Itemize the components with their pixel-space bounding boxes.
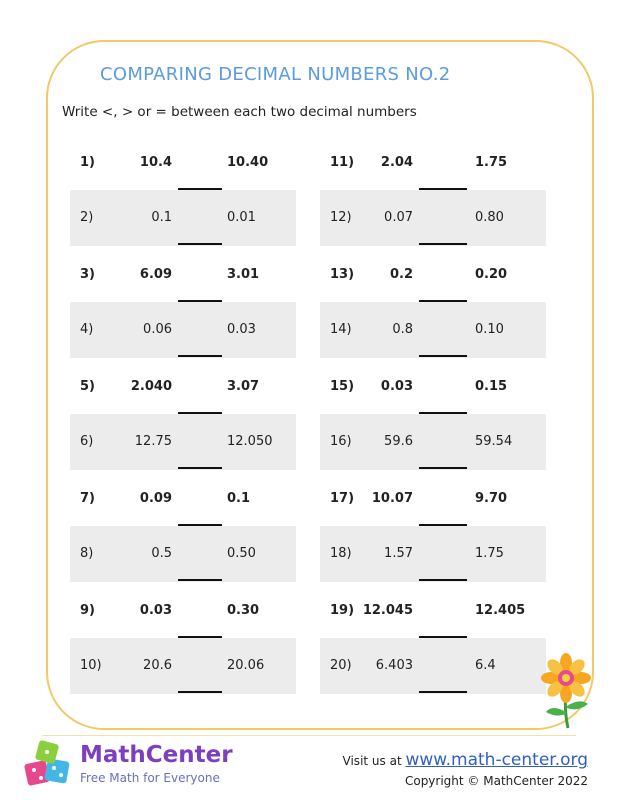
first-decimal: 6.403 (375, 658, 413, 673)
problem-number: 20) (330, 658, 352, 673)
problem-row (320, 302, 546, 358)
second-decimal: 3.07 (227, 379, 260, 394)
answer-blank[interactable] (178, 243, 222, 245)
problem-row (70, 135, 296, 191)
first-decimal: 10.07 (371, 491, 413, 506)
copyright: Copyright © MathCenter 2022 (404, 774, 588, 788)
first-decimal: 12.75 (134, 434, 172, 449)
second-decimal: 6.4 (475, 658, 496, 673)
answer-blank[interactable] (419, 579, 467, 581)
visit-prefix: Visit us at (342, 754, 406, 768)
problem-number: 12) (330, 210, 352, 225)
second-decimal: 20.06 (227, 658, 265, 673)
second-decimal: 0.50 (227, 546, 256, 561)
problem-row (70, 638, 296, 694)
problem-row (320, 638, 546, 694)
second-decimal: 59.54 (475, 434, 513, 449)
instructions: Write <, > or = between each two decimal numbers (62, 104, 417, 120)
problem-row (320, 414, 546, 470)
problem-number: 13) (330, 267, 355, 282)
problem-row (70, 359, 296, 415)
visit-line (343, 750, 588, 770)
answer-blank[interactable] (178, 691, 222, 693)
answer-blank[interactable] (419, 691, 467, 693)
first-decimal: 20.6 (143, 658, 172, 673)
second-decimal: 0.80 (475, 210, 504, 225)
first-decimal: 6.09 (139, 267, 172, 282)
problem-row (70, 302, 296, 358)
problem-number: 4) (80, 322, 94, 337)
second-decimal: 10.40 (227, 155, 269, 170)
answer-blank[interactable] (178, 355, 222, 357)
problem-number: 6) (80, 434, 94, 449)
problem-number: 8) (80, 546, 94, 561)
second-decimal: 0.30 (227, 603, 260, 618)
first-decimal: 0.1 (151, 210, 172, 225)
second-decimal: 0.10 (475, 322, 504, 337)
second-decimal: 0.1 (227, 491, 251, 506)
problem-number: 3) (80, 267, 95, 282)
problem-row (70, 583, 296, 639)
problem-number: 14) (330, 322, 352, 337)
second-decimal: 3.01 (227, 267, 260, 282)
flower-icon (530, 650, 600, 730)
first-decimal: 1.57 (384, 546, 413, 561)
first-decimal: 0.5 (151, 546, 172, 561)
problem-number: 7) (80, 491, 95, 506)
first-decimal: 2.04 (380, 155, 413, 170)
problem-row (320, 526, 546, 582)
second-decimal: 0.20 (475, 267, 508, 282)
first-decimal: 10.4 (139, 155, 172, 170)
second-decimal: 12.050 (227, 434, 273, 449)
problem-row (320, 135, 546, 191)
problem-number: 10) (80, 658, 102, 673)
problem-number: 15) (330, 379, 355, 394)
problem-row (70, 414, 296, 470)
answer-blank[interactable] (178, 467, 222, 469)
second-decimal: 12.405 (475, 603, 526, 618)
problem-number: 11) (330, 155, 355, 170)
brand-name: MathCenter (80, 742, 233, 768)
first-decimal: 0.09 (139, 491, 172, 506)
brand-tagline: Free Math for Everyone (80, 771, 220, 785)
problem-number: 18) (330, 546, 352, 561)
second-decimal: 1.75 (475, 155, 508, 170)
first-decimal: 0.06 (143, 322, 172, 337)
problem-row (70, 526, 296, 582)
dice-logo-icon (24, 740, 74, 790)
worksheet-title: COMPARING DECIMAL NUMBERS NO.2 (100, 64, 451, 85)
problem-row (70, 471, 296, 527)
second-decimal: 0.01 (227, 210, 256, 225)
problem-number: 1) (80, 155, 95, 170)
problem-row (70, 190, 296, 246)
problem-row (70, 247, 296, 303)
problem-row (320, 190, 546, 246)
first-decimal: 2.040 (130, 379, 172, 394)
first-decimal: 0.03 (380, 379, 413, 394)
first-decimal: 59.6 (384, 434, 413, 449)
problem-number: 9) (80, 603, 95, 618)
problem-number: 2) (80, 210, 94, 225)
answer-blank[interactable] (419, 243, 467, 245)
first-decimal: 0.03 (139, 603, 172, 618)
problem-row (320, 359, 546, 415)
website-link[interactable]: www.math-center.org (405, 750, 588, 770)
second-decimal: 1.75 (475, 546, 504, 561)
second-decimal: 9.70 (475, 491, 508, 506)
second-decimal: 0.15 (475, 379, 508, 394)
answer-blank[interactable] (419, 355, 467, 357)
problem-row (320, 471, 546, 527)
first-decimal: 0.8 (392, 322, 413, 337)
problem-number: 19) (330, 603, 355, 618)
answer-blank[interactable] (419, 467, 467, 469)
problem-row (320, 247, 546, 303)
second-decimal: 0.03 (227, 322, 256, 337)
problem-number: 16) (330, 434, 352, 449)
problem-number: 5) (80, 379, 95, 394)
first-decimal: 0.2 (389, 267, 413, 282)
first-decimal: 12.045 (362, 603, 413, 618)
problem-row (320, 583, 546, 639)
first-decimal: 0.07 (384, 210, 413, 225)
problem-number: 17) (330, 491, 355, 506)
footer-divider (42, 735, 576, 736)
answer-blank[interactable] (178, 579, 222, 581)
